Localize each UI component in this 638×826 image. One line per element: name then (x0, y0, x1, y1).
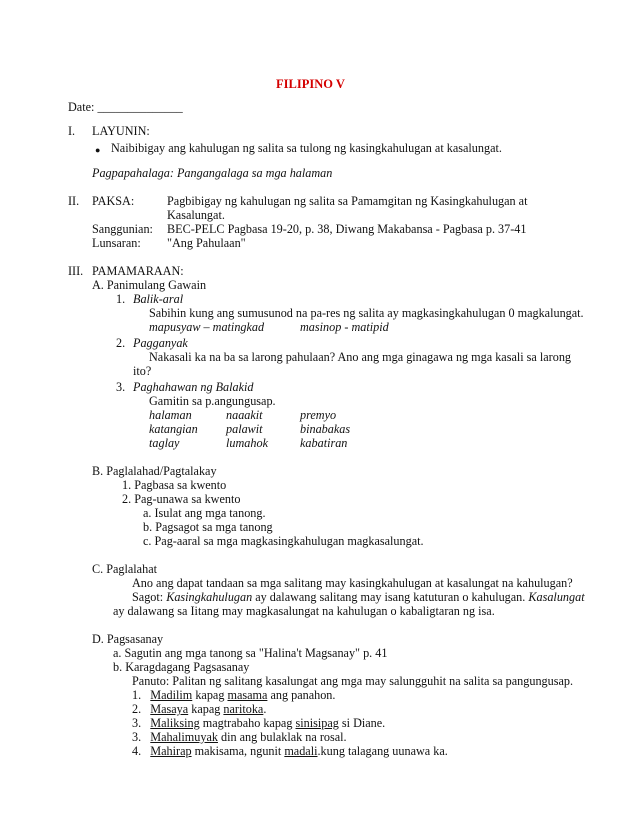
underlined-word: naritoka (223, 702, 264, 716)
item-number: 1. (132, 688, 142, 702)
subsection-a-label: A. Panimulang Gawain (92, 278, 207, 292)
sentence-text: .kung talagang uunawa ka. (317, 744, 448, 758)
section-number: III. (68, 264, 84, 278)
sentence-text: kapag (192, 688, 228, 702)
list-item: b. Pagsagot sa mga tanong (143, 520, 273, 534)
lunsaran-label: Lunsaran: (92, 236, 141, 250)
lunsaran-text: "Ang Pahulaan" (167, 236, 246, 250)
vocabulary-word: halaman (149, 408, 192, 422)
item-title-pagganyak: Pagganyak (133, 336, 188, 350)
sentence-text: . (263, 702, 267, 716)
list-item: a. Isulat ang mga tanong. (143, 506, 266, 520)
sanggunian-text: BEC-PELC Pagbasa 19-20, p. 38, Diwang Makabansa - Pagbasa p. 37-41 (167, 222, 527, 236)
subsection-c-label: C. Paglalahat (92, 562, 157, 576)
item-number: 1. (116, 292, 126, 306)
item-number: 2. (116, 336, 126, 350)
exercise-item (132, 702, 266, 716)
pagganyak-text-cont: ito? (133, 364, 152, 378)
paksa-text-cont: Kasalungat. (167, 208, 225, 222)
exercise-item (132, 688, 335, 702)
exercise-item (132, 730, 347, 744)
answer-text: ay dalawang salitang may isang katuturan o kahulugan. (252, 590, 529, 604)
sentence-text: makisama, ngunit (191, 744, 285, 758)
item-number: 4. (132, 744, 142, 758)
vocabulary-word: naaakit (226, 408, 263, 422)
values-statement: Pagpapahalaga: Pangangalaga sa mga halaman (92, 166, 333, 180)
vocabulary-word: kabatiran (300, 436, 348, 450)
item-title-paghahawan: Paghahawan ng Balakid (133, 380, 254, 394)
underlined-word: Mahirap (150, 744, 192, 758)
subsection-d-label: D. Pagsasanay (92, 632, 164, 646)
sentence-text: ang panahon. (267, 688, 336, 702)
vocabulary-word: binabakas (300, 422, 351, 436)
vocabulary-word: taglay (149, 436, 180, 450)
paghahawan-text: Gamitin sa p.angungusap. (149, 394, 276, 408)
sentence-text: kapag (188, 702, 224, 716)
paksa-text: Pagbibigay ng kahulugan ng salita sa Pamamgitan ng Kasingkahulugan at (167, 194, 528, 208)
section-heading-pamamaraan: PAMAMARAAN: (92, 264, 184, 278)
list-item: b. Karagdagang Pagsasanay (113, 660, 250, 674)
exercise-item (132, 716, 385, 730)
vocabulary-word: katangian (149, 422, 198, 436)
balik-aral-text: Sabihin kung ang sumusunod na pa-res ng salita ay magkasingkahulugan 0 magkalungat. (149, 306, 584, 320)
section-number: I. (68, 124, 76, 138)
paglalahat-answer (132, 590, 585, 604)
list-item: 2. Pag-unawa sa kwento (122, 492, 241, 506)
item-number: 3. (132, 716, 142, 730)
item-number: 2. (132, 702, 142, 716)
paglalahat-question: Ano ang dapat tandaan sa mga salitang may kasingkahulugan at kasalungat na kahulugan? (132, 576, 573, 590)
underlined-word: masama (227, 688, 268, 702)
list-item: c. Pag-aaral sa mga magkasingkahulugan magkasalungat. (143, 534, 424, 548)
word-pair: mapusyaw – matingkad (149, 320, 265, 334)
date-line: Date: ______________ (68, 100, 183, 114)
underlined-word: madali (284, 744, 318, 758)
document-title: FILIPINO V (276, 77, 345, 91)
item-number: 3. (132, 730, 142, 744)
list-item: a. Sagutin ang mga tanong sa "Halina't Magsanay" p. 41 (113, 646, 388, 660)
word-pair: masinop - matipid (300, 320, 389, 334)
sanggunian-label: Sanggunian: (92, 222, 153, 236)
underlined-word: Maliksing (150, 716, 200, 730)
panuto-text: Panuto: Palitan ng salitang kasalungat ang mga may salungguhit na salita sa pangungusap. (132, 674, 574, 688)
underlined-word: Madilim (150, 688, 193, 702)
bullet-icon: ● (95, 145, 101, 155)
sentence-text: si Diane. (338, 716, 386, 730)
subsection-b-label: B. Paglalahad/Pagtalakay (92, 464, 217, 478)
underlined-word: sinisipag (295, 716, 339, 730)
paglalahat-answer-cont: ay dalawang sa Iitang may magkasalungat na kahulugan o kabaligtaran ng isa. (113, 604, 495, 618)
answer-prefix: Sagot: (132, 590, 167, 604)
item-number: 3. (116, 380, 126, 394)
exercise-item (132, 744, 448, 758)
vocabulary-word: lumahok (226, 436, 268, 450)
section-number: II. (68, 194, 80, 208)
underlined-word: Mahalimuyak (150, 730, 218, 744)
vocabulary-word: premyo (300, 408, 337, 422)
item-title-balik-aral: Balik-aral (133, 292, 184, 306)
term-kasingkahulugan: Kasingkahulugan (166, 590, 253, 604)
term-kasalungat: Kasalungat (528, 590, 585, 604)
objective-text: Naibibigay ang kahulugan ng salita sa tulong ng kasingkahulugan at kasalungat. (111, 141, 502, 155)
sentence-text: magtrabaho kapag (199, 716, 296, 730)
sentence-text: din ang bulaklak na rosal. (217, 730, 347, 744)
vocabulary-word: palawit (226, 422, 263, 436)
section-heading-paksa: PAKSA: (92, 194, 135, 208)
pagganyak-text: Nakasali ka na ba sa larong pahulaan? Ano ang mga ginagawa ng mga kasali sa larong (149, 350, 572, 364)
section-heading-layunin: LAYUNIN: (92, 124, 150, 138)
underlined-word: Masaya (150, 702, 189, 716)
list-item: 1. Pagbasa sa kwento (122, 478, 227, 492)
